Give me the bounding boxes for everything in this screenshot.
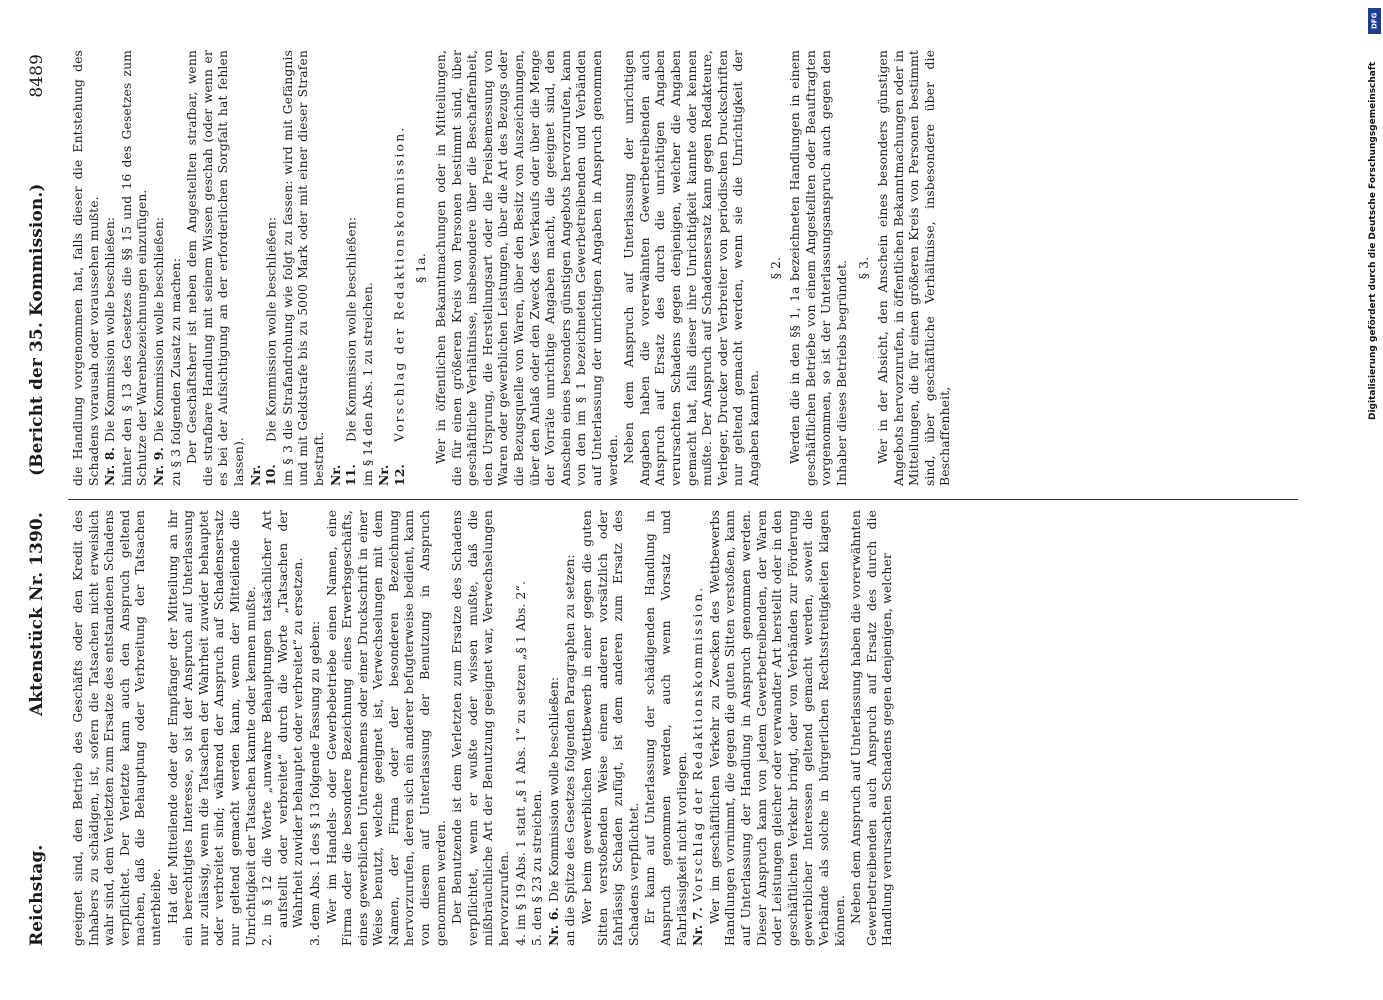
paragraph: Neben dem Anspruch auf Unterlassung haben die vorerwähnten Gewerbetreibenden auch Anspruch auf Ersatz des durch die Handlung verursachten Schadens gegen denjenigen, welcher xyxy=(848,510,895,946)
paragraph: Wer im Handels- oder Gewerbebetriebe einen Namen, eine Firma oder die besondere Bezeichnung eines Erwerbsgeschäfts, eines gewerblichen Unternehmens oder einer Druckschrift in einer Weise benutzt, welche geeignet ist, Verwechselungen mit dem Namen, der Firma oder der besonderen Bezeichnung hervorzurufen, deren sich ein anderer befugterweise bedient, kann von diesem auf Unterlassung der Benutzung in Anspruch genommen werden. xyxy=(323,510,448,946)
section-heading: § 2. xyxy=(767,256,783,280)
motion-text: Die Kommission wolle beschließen: xyxy=(150,216,166,442)
left-text-column xyxy=(70,510,1340,946)
numbered-motion xyxy=(546,510,562,946)
motion-text: Die Kommission wolle beschließen: xyxy=(102,216,118,442)
paragraph: geeignet sind, den Betrieb des Geschäfts oder den Kredit des Inhabers zu schädigen, ist, sofern die Tatsachen nicht erweislich wahr sind, dem Verletzten zum Ersatze des entstandenen Schadens verpflichtet. Der Verletzte kann auch den Anspruch geltend machen, daß die Behauptung oder Verbreitung der Tatsachen unterbleibe. xyxy=(70,510,163,946)
motion-text: Die Kommission wolle beschließen: xyxy=(343,216,359,442)
numbered-motion xyxy=(151,50,167,486)
column-divider xyxy=(68,499,1298,500)
paragraph: Der Geschäftsherr ist neben dem Angestellten strafbar, wenn die strafbare Handlung mit seinem Wissen geschah (oder wenn er es bei der Aufsichtigung an der erforderlichen Sorgfalt hat fehlen lassen). xyxy=(184,50,246,486)
document-page xyxy=(12,30,1352,970)
motion-text: Vorschlag der Redaktionskommission. xyxy=(391,125,407,442)
motion-number: Nr. 9. xyxy=(150,447,166,486)
header-document-number: Aktenstück Nr. 1390. xyxy=(27,512,47,716)
paragraph: zu § 3 folgenden Zusatz zu machen: xyxy=(167,257,183,486)
list-item: 3. dem Abs. 1 des § 13 folgende Fassung zu geben: xyxy=(306,620,322,946)
dfg-logo: DFG xyxy=(1368,8,1381,34)
paragraph: Wer beim gewerblichen Wettbewerb in einer gegen die guten Sitten verstoßenden Weise einem anderen vorsätzlich oder fahrlässig Schaden zufügt, ist dem anderen zum Ersatz des Schadens verpflichtet. xyxy=(579,510,641,946)
motion-text: Die Kommission wolle beschließen: xyxy=(545,676,561,902)
paragraph: die Handlung vorgenommen hat, falls dieser die Entstehung des Schadens vorausah oder voraussehen mußte. xyxy=(70,50,101,486)
paragraph: im § 14 den Abs. 1 zu streichen. xyxy=(359,282,375,486)
header-report-title: (Bericht der 35. Kommission.) xyxy=(27,183,47,476)
paragraph: Wer in öffentlichen Bekanntmachungen oder in Mitteilungen, die für einen größeren Kreis von Personen bestimmt sind, über geschäftliche Verhältnisse, insbesondere über die Beschaffenheit, den Ursprung, die Herstellungsart oder die Preisbemessung von Waren oder gewerblichen Leistungen, über die Art des Bezugs oder die Bezugsquelle von Waren, über den Besitz von Auszeichnungen, über den Anlaß oder den Zweck des Verkaufs oder über die Menge der Vorräte unrichtige Angaben macht, die geeignet sind, den Anschein eines besonders günstigen Angebots hervorzurufen, kann von den im § 1 bezeichneten Gewerbetreibenden und Verbänden auf Unterlassung der unrichtigen Angaben in Anspruch genommen werden. xyxy=(433,50,620,486)
numbered-motion xyxy=(248,50,279,486)
list-item: 2. in § 12 die Worte „unwahre Behauptungen tatsächlicher Art aufstellt oder verbreitet“ durch die Worte „Tatsachen der Wahrheit zuwider behauptet oder verbreitet“ zu ersetzen. xyxy=(259,510,306,946)
list-item: 5. den § 23 zu streichen. xyxy=(529,789,545,946)
motion-number: Nr. 6. xyxy=(545,907,561,946)
motion-number: Nr. 8. xyxy=(102,447,118,486)
paragraph: Der Benutzende ist dem Verletzten zum Ersatze des Schadens verpflichtet, wenn er wußte oder wissen mußte, daß die mißbräuchliche Art der Benutzung geeignet war, Verwechselungen hervorzurufen. xyxy=(449,510,512,946)
paragraph: Wer in der Absicht, den Anschein eines besonders günstigen Angebots hervorzurufen, in öffentlichen Bekanntmachungen oder in Mitteilungen, die für einen größeren Kreis von Personen bestimmt sind, über geschäftliche Verhältnisse, insbesondere über die Beschaffenheit, xyxy=(875,50,953,486)
paragraph: Wer im geschäftlichen Verkehr zu Zwecken des Wettbewerbs Handlungen vornimmt, die gegen die guten Sitten verstoßen, kann auf Unterlassung der Handlung in Anspruch genommen werden. Dieser Anspruch kann von jedem Gewerbetreibenden, der Waren oder Leistungen gleicher oder verwandter Art herstellt oder in den geschäftlichen Verkehr bringt, oder von Verbänden zur Förderung gewerblicher Interessen geltend gemacht werden, soweit die Verbände als solche in bürgerlichen Rechtsstreitigkeiten klagen können. xyxy=(706,510,847,946)
paragraph: Er kann auf Unterlassung der schädigenden Handlung in Anspruch genommen werden, auch wenn Vorsatz und Fahrlässigkeit nicht vorliegen. xyxy=(642,510,689,946)
numbered-motion xyxy=(690,510,706,946)
numbered-motion xyxy=(328,50,359,486)
numbered-motion xyxy=(102,50,118,486)
paragraph: Hat der Mitteilende oder der Empfänger der Mitteilung an ihr ein berechtigtes Interesse, so ist der Anspruch auf Unterlassung nur zulässig, wenn die Tatsachen der Wahrheit zuwider behauptet oder verbreitet sind; während der Anspruch auf Schadensersatz nur geltend gemacht werden kann, wenn der Mitteilende die Unrichtigkeit der Tatsachen kannte oder kennen mußte. xyxy=(164,510,258,946)
section-heading: § 3. xyxy=(855,256,871,280)
paragraph: Neben dem Anspruch auf Unterlassung der unrichtigen Angaben haben die vorerwähnten Gewerbetreibenden auch Anspruch auf Ersatz des durch die unrichtigen Angaben verursachten Schadens gegen denjenigen, welcher die Angaben gemacht hat, falls dieser ihre Unrichtigkeit kannte oder kennen mußte. Der Anspruch auf Schadensersatz kann gegen Redakteure, Verleger, Drucker oder Verbreiter von periodischen Druckschriften nur geltend gemacht werden, wenn sie die Unrichtigkeit der Angaben kannten. xyxy=(621,50,761,486)
motion-number: Nr. 12. xyxy=(376,464,407,486)
motion-number: Nr. 7. xyxy=(690,907,706,946)
paragraph: im § 3 die Strafandrohung wie folgt zu fassen: wird mit Gefängnis und mit Geldstrafe bis zu 5000 Mark oder mit einer dieser Strafen bestraft. xyxy=(279,50,326,486)
section-heading: § 1a. xyxy=(413,253,429,283)
funding-note: Digitalisierung gefördert durch die Deutsche Forschungsgemeinschaft xyxy=(1368,61,1378,420)
motion-number: Nr. 10. xyxy=(247,464,279,486)
header-left: Reichstag. xyxy=(27,844,47,946)
paragraph: Werden die in den §§ 1, 1a bezeichneten Handlungen in einem geschäftlichen Betriebe von einem Angestellten oder Beauftragten vorgenommen, so ist der Unterlassungsanspruch auch gegen den Inhaber dieses Betriebs begründet. xyxy=(787,50,849,486)
motion-number: Nr. 11. xyxy=(327,464,359,486)
motion-text: Vorschlag der Redaktionskommission. xyxy=(690,585,706,902)
paragraph: an die Spitze des Gesetzes folgenden Paragraphen zu setzen: xyxy=(562,554,578,946)
motion-text: Die Kommission wolle beschließen: xyxy=(263,216,279,442)
page-header xyxy=(27,54,56,946)
digitization-strip xyxy=(1368,0,1383,1000)
list-item: 4. im § 19 Abs. 1 statt „§ 1 Abs. 1“ zu setzen „§ 1 Abs. 2“. xyxy=(512,580,528,946)
right-text-column xyxy=(70,50,1340,486)
numbered-motion xyxy=(376,50,407,486)
page-number: 8489 xyxy=(27,54,47,98)
paragraph: hinter den § 13 des Gesetzes die §§ 15 und 16 des Gesetzes zum Schutze der Warenbezeichnungen einzufügen. xyxy=(118,50,150,486)
